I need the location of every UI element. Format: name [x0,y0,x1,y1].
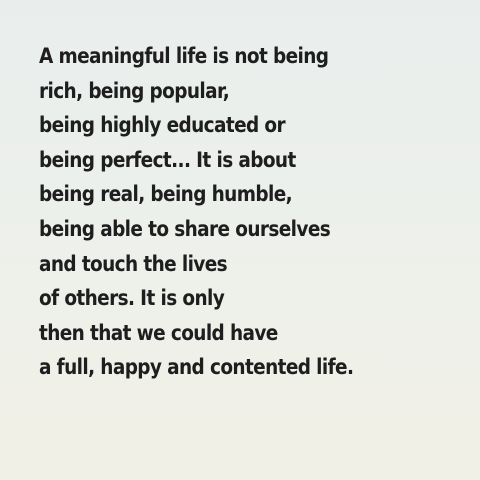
quote-line-10: a full, happy and contented life. [39,355,354,380]
quote-line-1: A meaningful life is not being [39,44,329,68]
quote-line-7: and touch the lives [39,251,228,276]
quote-text [39,39,417,385]
quote-line-6: being able to share ourselves [39,216,331,241]
quote-line-8: of others. It is only [39,286,225,311]
quote-line-9: then that we could have [39,320,278,345]
quote-line-4: being perfect... It is about [39,147,296,172]
quote-line-3: being highly educated or [39,113,286,138]
quote-line-5: being real, being humble, [39,182,293,207]
quote-line-2: rich, being popular, [39,78,230,103]
